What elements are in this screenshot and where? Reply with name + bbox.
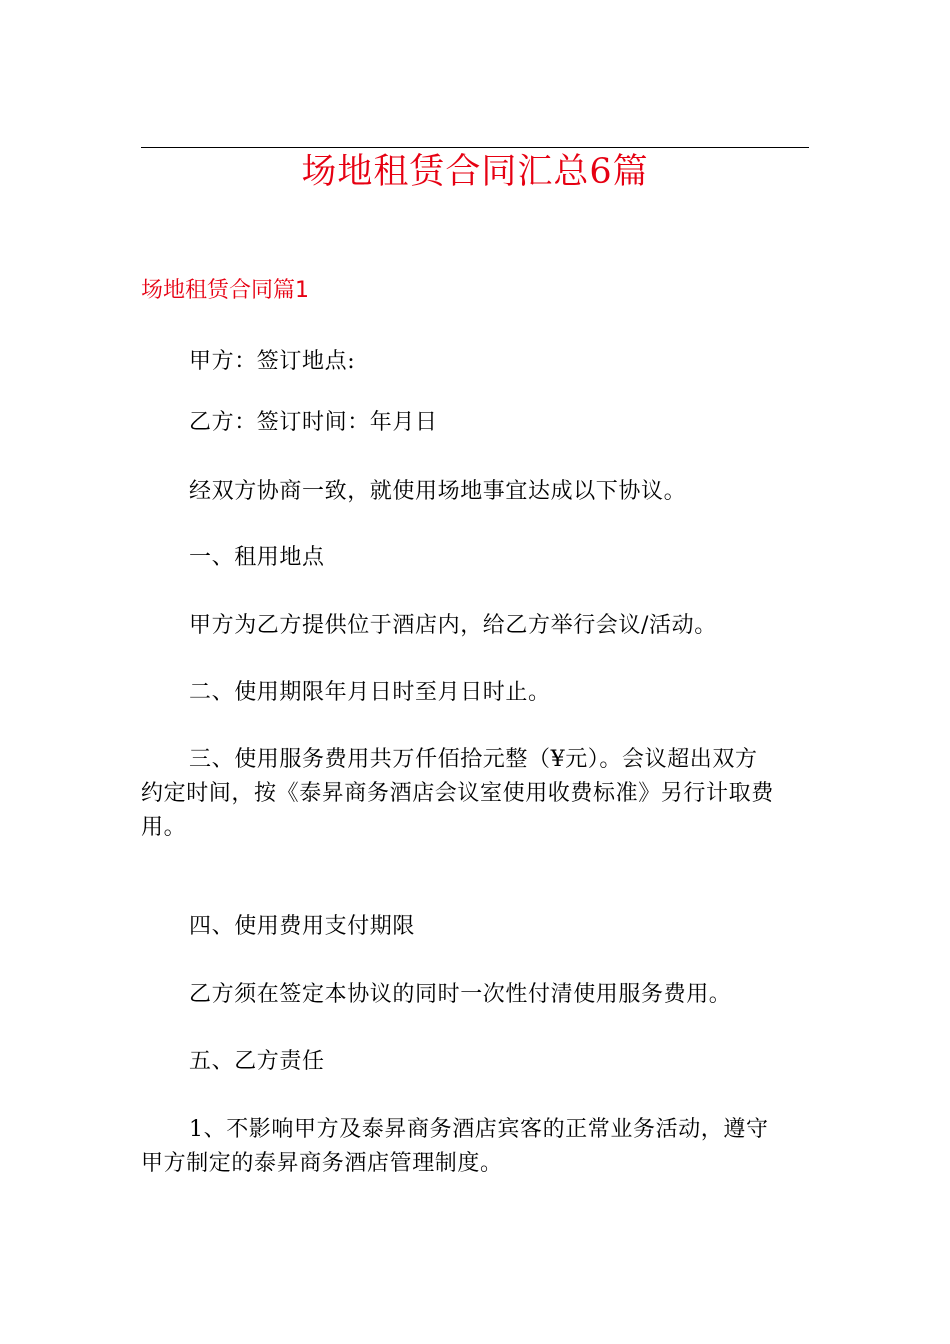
paragraph-line: 用。 — [141, 815, 187, 840]
document-title: 场地租赁合同汇总6篇 — [301, 152, 649, 192]
paragraph-clause-4-body: 乙方须在签定本协议的同时一次性付清使用服务费用。 — [189, 982, 732, 1007]
paragraph-line: 三、使用服务费用共万仟佰拾元整（¥元）。会议超出双方 — [189, 747, 758, 772]
paragraph-clause-2: 二、使用期限年月日时至月日时止。 — [189, 680, 551, 705]
paragraph-clause-1-heading: 一、租用地点 — [189, 545, 325, 570]
paragraph-line: 1、不影响甲方及泰昇商务酒店宾客的正常业务活动，遵守 — [189, 1117, 769, 1142]
paragraph-clause-3 — [141, 743, 811, 845]
paragraph-party-b: 乙方：签订时间：年月日 — [189, 410, 438, 435]
paragraph-line: 甲方制定的泰昇商务酒店管理制度。 — [141, 1151, 503, 1176]
paragraph-agreement-intro: 经双方协商一致，就使用场地事宜达成以下协议。 — [189, 479, 687, 504]
paragraph-party-a: 甲方：签订地点: — [189, 349, 356, 374]
paragraph-clause-4-heading: 四、使用费用支付期限 — [189, 914, 416, 939]
paragraph-clause-5-item-1 — [141, 1113, 811, 1181]
paragraph-line: 约定时间，按《泰昇商务酒店会议室使用收费标准》另行计取费 — [141, 781, 774, 806]
paragraph-clause-5-heading: 五、乙方责任 — [189, 1049, 325, 1074]
section-heading: 场地租赁合同篇1 — [141, 278, 309, 303]
paragraph-clause-1-body: 甲方为乙方提供位于酒店内，给乙方举行会议/活动。 — [189, 613, 717, 638]
